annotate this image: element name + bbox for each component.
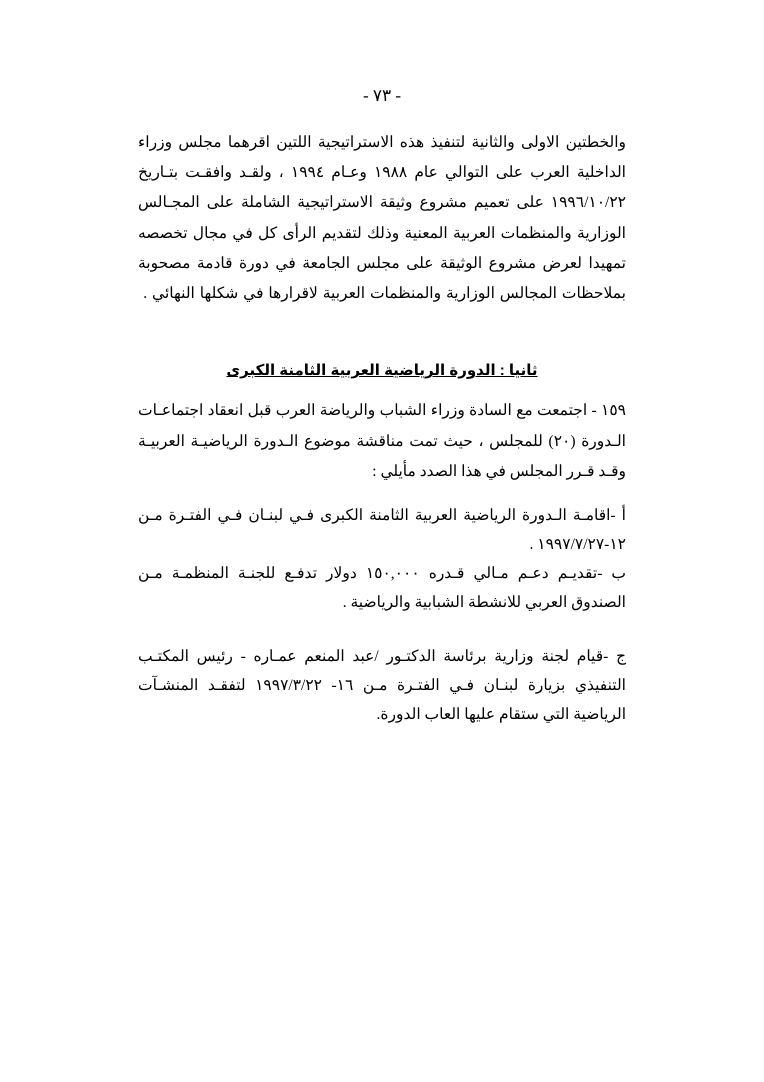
page-number: - ٧٣ - [362, 86, 402, 105]
list-item: ج -قيام لجنة وزارية برئاسة الدكتـور /عبد المنعم عمـاره - رئيس المكتـب التنفيذي بزيارة لبنـان فـي الفتـرة مـن ١٦- ١٩٩٧/٣/٢٢ لتفقـد المنشـآت الرياضية التي ستقام عليها العاب الدورة. [138, 648, 626, 723]
spacer [138, 309, 626, 353]
spacer [138, 617, 626, 643]
section-lead-paragraph: ١٥٩ - اجتمعت مع السادة وزراء الشباب والرياضة العرب قبل انعقاد اجتماعـات الـدورة (٢٠) للمجلس ، حيث تمت مناقشة موضوع الـدورة الرياضيـة العربيـة وقـد قـرر المجلس في هذا الصدد مأيلي : [138, 402, 626, 480]
list-item: ب -تقديـم دعـم مـالي قـدره ١٥٠,٠٠٠ دولار تدفـع للجنـة المنظمـة مـن الصندوق العربي للانشطة الشبابية والرياضية . [138, 564, 627, 611]
list-item: أ -اقامـة الـدورة الرياضية العربية الثامنة الكبرى فـي لبنـان فـي الفتـرة مـن ١٢-١٩٩٧/٧/٢٧ . [138, 506, 626, 554]
section-heading-wrap [138, 361, 626, 380]
document-body [138, 128, 626, 729]
section-heading: ثانيا : الدورة الرياضية العربية الثامنة الكبرى [226, 362, 538, 380]
paragraph-intro: والخطتين الاولى والثانية لتنفيذ هذه الاستراتيجية اللتين اقرهما مجلس وزراء الداخلية العرب على التوالي عام ١٩٨٨ وعـام ١٩٩٤ ، ولقـد وافقـت بتـاريخ ١٩٩٦/١٠/٢٢ على تعميم مشروع وثيقة الاستراتيجية الشاملة على المجـالس الوزارية والمنظمات العربية المعنية وذلك لتقديم الرأى كل في مجال تخصصه تمهيدا لعرض مشروع الوثيقة على مجلس الجامعة في دورة قادمة مصحوبة بملاحظات المجالس الوزارية والمنظمات العربية لاقرارها في شكلها النهائي . [138, 134, 626, 303]
spacer [138, 487, 626, 501]
